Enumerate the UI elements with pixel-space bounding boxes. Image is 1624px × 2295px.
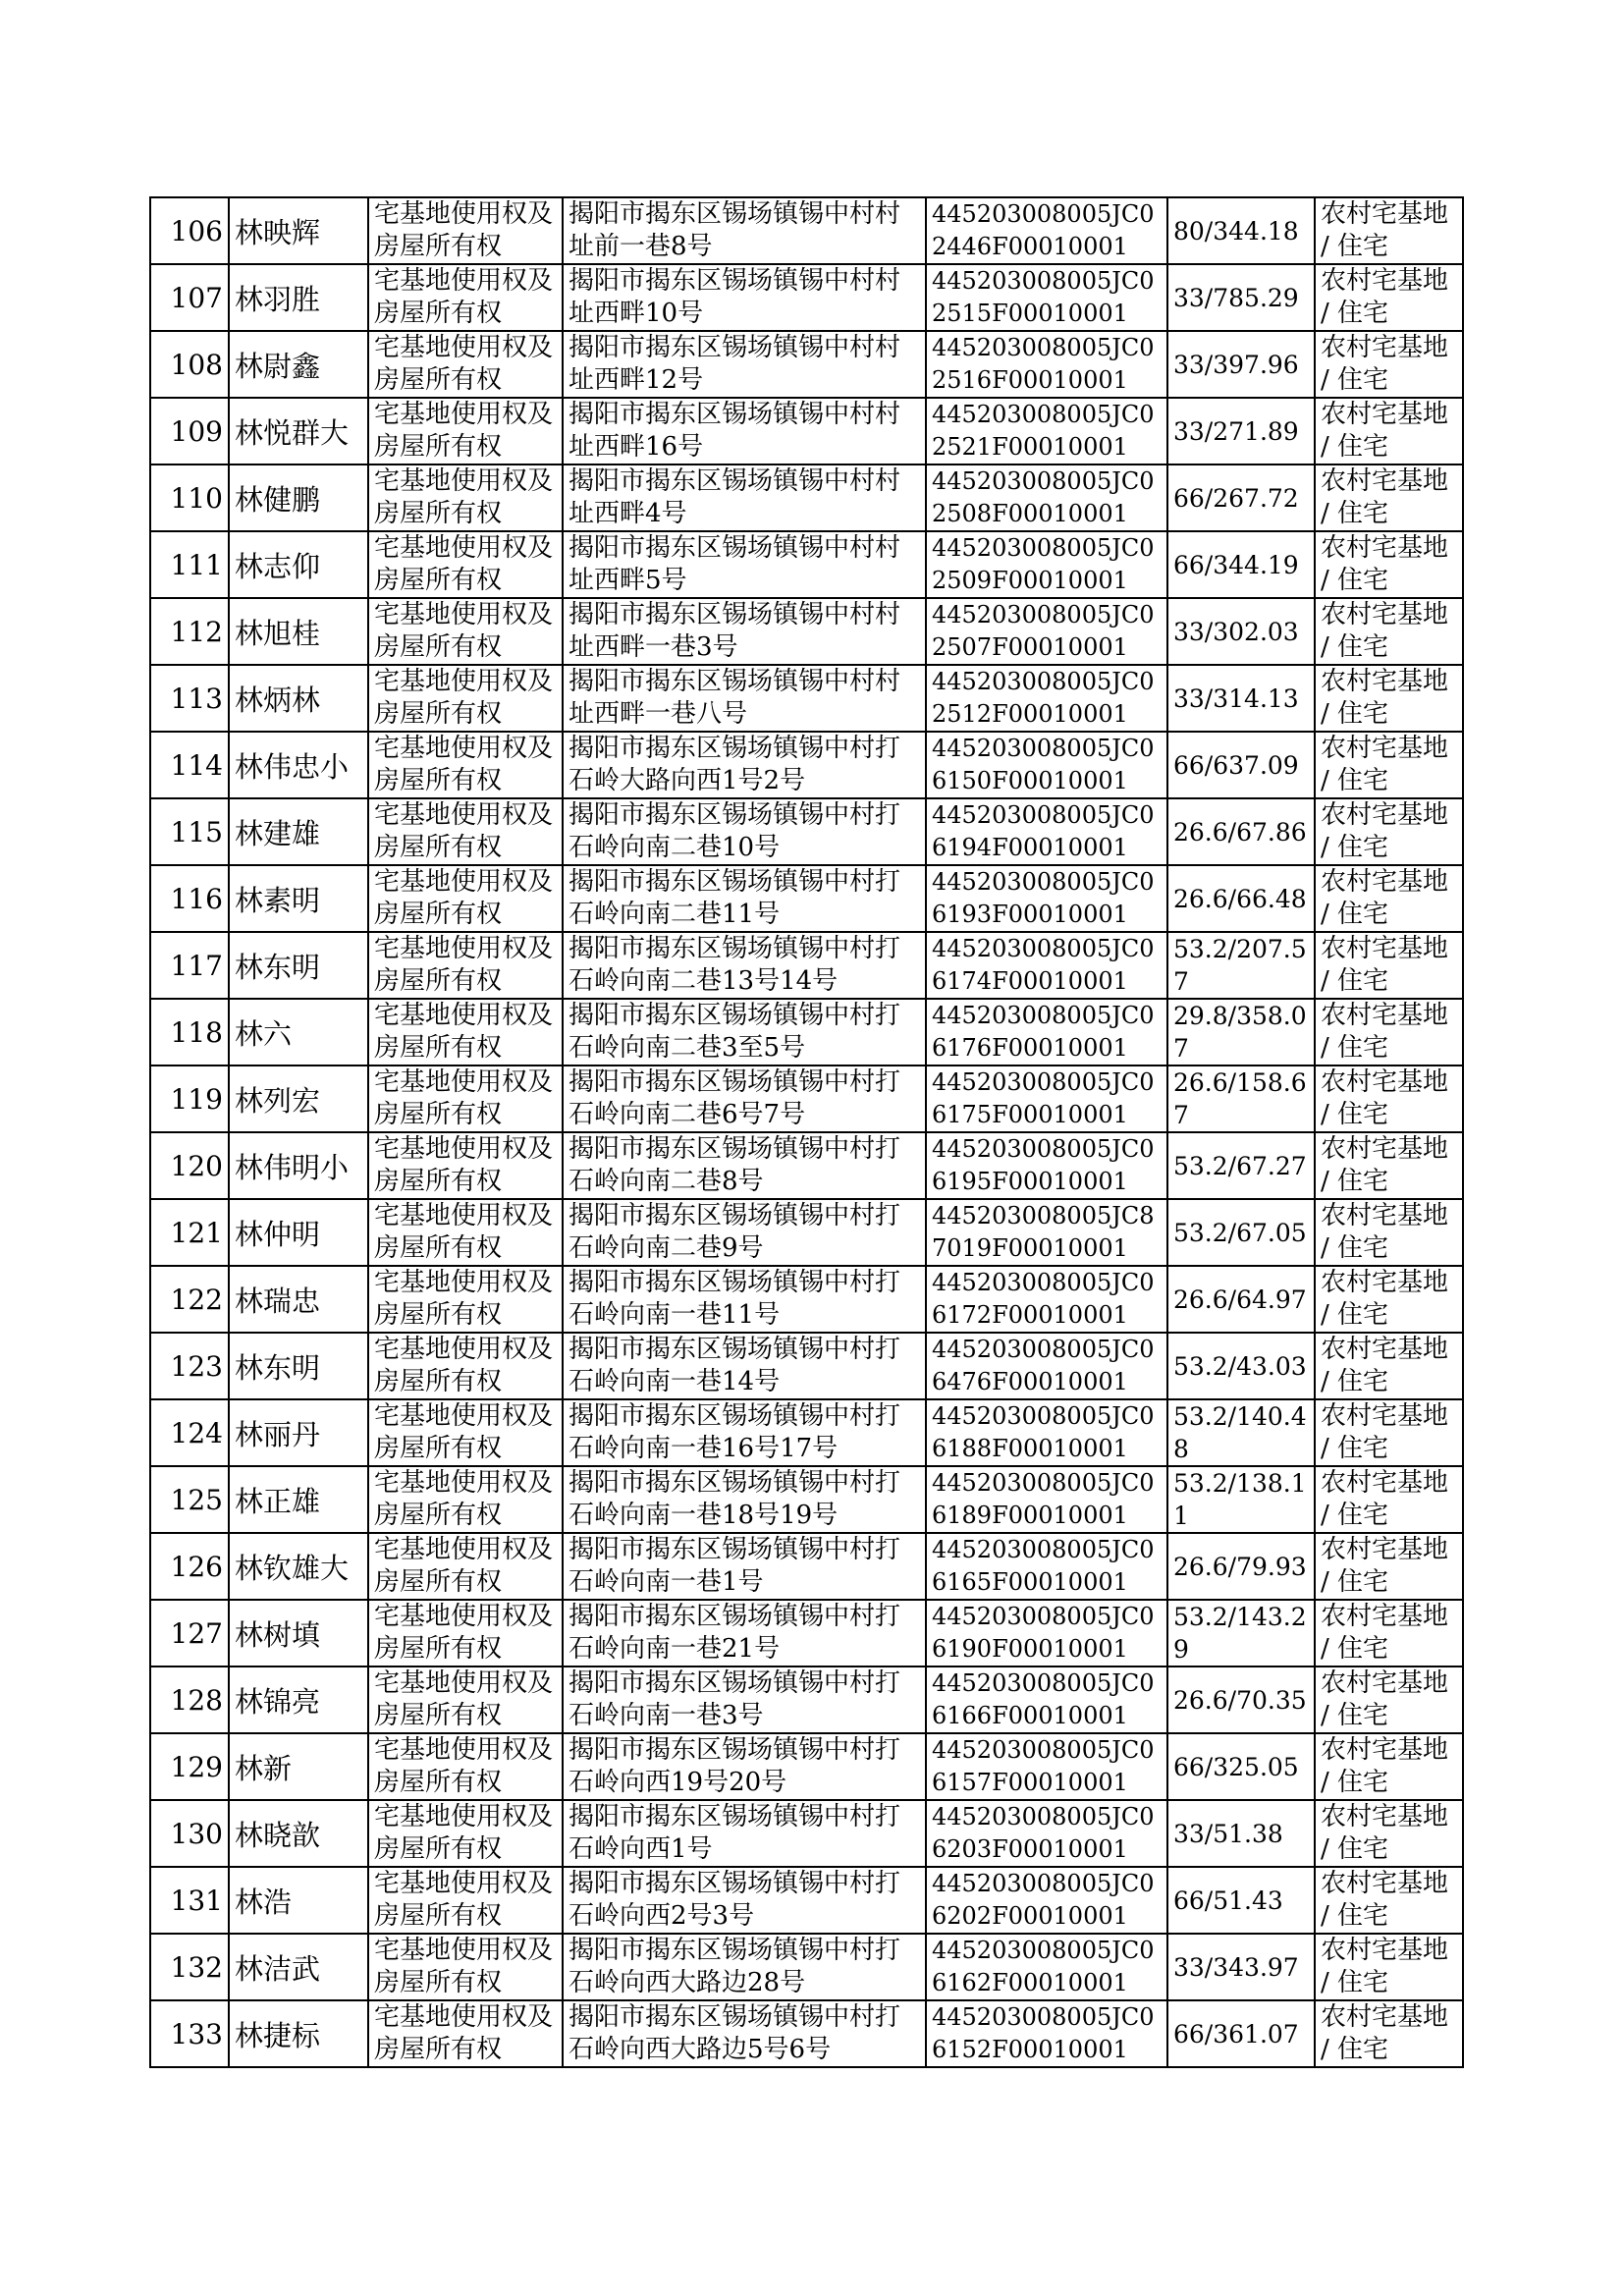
row-number-cell: 120 (150, 1132, 229, 1199)
unit-code-cell: 445203008005JC06150F00010001 (926, 732, 1167, 798)
property-address-cell: 揭阳市揭东区锡场镇锡中村打石岭向西大路边5号6号 (563, 2000, 926, 2067)
unit-code-cell: 445203008005JC06152F00010001 (926, 2000, 1167, 2067)
property-address-cell: 揭阳市揭东区锡场镇锡中村打石岭向南一巷14号 (563, 1333, 926, 1399)
property-address-cell: 揭阳市揭东区锡场镇锡中村村址西畔12号 (563, 331, 926, 398)
table-row (150, 1934, 1463, 2000)
row-number-cell: 122 (150, 1266, 229, 1333)
property-address-cell: 揭阳市揭东区锡场镇锡中村村址西畔5号 (563, 531, 926, 598)
land-use-cell: 农村宅基地 / 住宅 (1315, 598, 1463, 665)
area-value-cell: 33/271.89 (1167, 398, 1315, 464)
land-use-cell: 农村宅基地 / 住宅 (1315, 197, 1463, 264)
unit-code-cell: 445203008005JC02509F00010001 (926, 531, 1167, 598)
unit-code-cell: 445203008005JC06175F00010001 (926, 1066, 1167, 1132)
row-number-cell: 107 (150, 264, 229, 331)
land-use-cell: 农村宅基地 / 住宅 (1315, 999, 1463, 1066)
row-number-cell: 114 (150, 732, 229, 798)
owner-name-cell: 林六 (229, 999, 368, 1066)
row-number-cell: 123 (150, 1333, 229, 1399)
unit-code-cell: 445203008005JC06193F00010001 (926, 865, 1167, 932)
area-value-cell: 66/325.05 (1167, 1733, 1315, 1800)
right-type-cell: 宅基地使用权及房屋所有权 (368, 1266, 563, 1333)
right-type-cell: 宅基地使用权及房屋所有权 (368, 1199, 563, 1266)
owner-name-cell: 林伟忠小 (229, 732, 368, 798)
right-type-cell: 宅基地使用权及房屋所有权 (368, 798, 563, 865)
owner-name-cell: 林映辉 (229, 197, 368, 264)
table-row (150, 1266, 1463, 1333)
unit-code-cell: 445203008005JC06190F00010001 (926, 1600, 1167, 1667)
owner-name-cell: 林羽胜 (229, 264, 368, 331)
area-value-cell: 66/637.09 (1167, 732, 1315, 798)
right-type-cell: 宅基地使用权及房屋所有权 (368, 1667, 563, 1733)
area-value-cell: 26.6/158.67 (1167, 1066, 1315, 1132)
area-value-cell: 66/361.07 (1167, 2000, 1315, 2067)
table-row (150, 1800, 1463, 1867)
unit-code-cell: 445203008005JC06172F00010001 (926, 1266, 1167, 1333)
property-address-cell: 揭阳市揭东区锡场镇锡中村打石岭向西1号 (563, 1800, 926, 1867)
owner-name-cell: 林捷标 (229, 2000, 368, 2067)
land-use-cell: 农村宅基地 / 住宅 (1315, 1066, 1463, 1132)
land-use-cell: 农村宅基地 / 住宅 (1315, 1533, 1463, 1600)
right-type-cell: 宅基地使用权及房屋所有权 (368, 1533, 563, 1600)
owner-name-cell: 林丽丹 (229, 1399, 368, 1466)
unit-code-cell: 445203008005JC06195F00010001 (926, 1132, 1167, 1199)
area-value-cell: 26.6/79.93 (1167, 1533, 1315, 1600)
area-value-cell: 53.2/140.48 (1167, 1399, 1315, 1466)
table-row (150, 1667, 1463, 1733)
table-row (150, 2000, 1463, 2067)
table-row (150, 732, 1463, 798)
right-type-cell: 宅基地使用权及房屋所有权 (368, 1466, 563, 1533)
row-number-cell: 112 (150, 598, 229, 665)
land-use-cell: 农村宅基地 / 住宅 (1315, 264, 1463, 331)
land-use-cell: 农村宅基地 / 住宅 (1315, 331, 1463, 398)
table-row (150, 197, 1463, 264)
right-type-cell: 宅基地使用权及房屋所有权 (368, 1934, 563, 2000)
registry-table (149, 196, 1464, 2068)
unit-code-cell: 445203008005JC06176F00010001 (926, 999, 1167, 1066)
table-row (150, 598, 1463, 665)
right-type-cell: 宅基地使用权及房屋所有权 (368, 598, 563, 665)
land-use-cell: 农村宅基地 / 住宅 (1315, 464, 1463, 531)
row-number-cell: 124 (150, 1399, 229, 1466)
property-address-cell: 揭阳市揭东区锡场镇锡中村打石岭向南一巷3号 (563, 1667, 926, 1733)
area-value-cell: 26.6/67.86 (1167, 798, 1315, 865)
area-value-cell: 53.2/67.05 (1167, 1199, 1315, 1266)
unit-code-cell: 445203008005JC06476F00010001 (926, 1333, 1167, 1399)
property-address-cell: 揭阳市揭东区锡场镇锡中村村址西畔4号 (563, 464, 926, 531)
land-use-cell: 农村宅基地 / 住宅 (1315, 1667, 1463, 1733)
unit-code-cell: 445203008005JC02512F00010001 (926, 665, 1167, 732)
right-type-cell: 宅基地使用权及房屋所有权 (368, 1600, 563, 1667)
table-row (150, 264, 1463, 331)
table-row (150, 464, 1463, 531)
unit-code-cell: 445203008005JC02515F00010001 (926, 264, 1167, 331)
row-number-cell: 118 (150, 999, 229, 1066)
row-number-cell: 132 (150, 1934, 229, 2000)
owner-name-cell: 林伟明小 (229, 1132, 368, 1199)
unit-code-cell: 445203008005JC06203F00010001 (926, 1800, 1167, 1867)
land-use-cell: 农村宅基地 / 住宅 (1315, 732, 1463, 798)
property-address-cell: 揭阳市揭东区锡场镇锡中村村址西畔一巷3号 (563, 598, 926, 665)
row-number-cell: 108 (150, 331, 229, 398)
table-row (150, 932, 1463, 999)
unit-code-cell: 445203008005JC87019F00010001 (926, 1199, 1167, 1266)
property-address-cell: 揭阳市揭东区锡场镇锡中村打石岭向西大路边28号 (563, 1934, 926, 2000)
owner-name-cell: 林晓歆 (229, 1800, 368, 1867)
row-number-cell: 109 (150, 398, 229, 464)
property-address-cell: 揭阳市揭东区锡场镇锡中村村址西畔10号 (563, 264, 926, 331)
right-type-cell: 宅基地使用权及房屋所有权 (368, 999, 563, 1066)
area-value-cell: 33/397.96 (1167, 331, 1315, 398)
table-row (150, 665, 1463, 732)
area-value-cell: 80/344.18 (1167, 197, 1315, 264)
row-number-cell: 128 (150, 1667, 229, 1733)
right-type-cell: 宅基地使用权及房屋所有权 (368, 665, 563, 732)
unit-code-cell: 445203008005JC06188F00010001 (926, 1399, 1167, 1466)
right-type-cell: 宅基地使用权及房屋所有权 (368, 1066, 563, 1132)
unit-code-cell: 445203008005JC06162F00010001 (926, 1934, 1167, 2000)
area-value-cell: 53.2/43.03 (1167, 1333, 1315, 1399)
property-address-cell: 揭阳市揭东区锡场镇锡中村打石岭向南二巷8号 (563, 1132, 926, 1199)
owner-name-cell: 林列宏 (229, 1066, 368, 1132)
table-row (150, 1066, 1463, 1132)
right-type-cell: 宅基地使用权及房屋所有权 (368, 2000, 563, 2067)
owner-name-cell: 林炳林 (229, 665, 368, 732)
area-value-cell: 53.2/207.57 (1167, 932, 1315, 999)
unit-code-cell: 445203008005JC06189F00010001 (926, 1466, 1167, 1533)
owner-name-cell: 林浩 (229, 1867, 368, 1934)
property-address-cell: 揭阳市揭东区锡场镇锡中村打石岭向南一巷18号19号 (563, 1466, 926, 1533)
area-value-cell: 33/51.38 (1167, 1800, 1315, 1867)
property-address-cell: 揭阳市揭东区锡场镇锡中村村址西畔16号 (563, 398, 926, 464)
unit-code-cell: 445203008005JC06174F00010001 (926, 932, 1167, 999)
area-value-cell: 26.6/66.48 (1167, 865, 1315, 932)
land-use-cell: 农村宅基地 / 住宅 (1315, 1600, 1463, 1667)
land-use-cell: 农村宅基地 / 住宅 (1315, 1399, 1463, 1466)
table-row (150, 398, 1463, 464)
row-number-cell: 119 (150, 1066, 229, 1132)
unit-code-cell: 445203008005JC06202F00010001 (926, 1867, 1167, 1934)
area-value-cell: 33/343.97 (1167, 1934, 1315, 2000)
land-use-cell: 农村宅基地 / 住宅 (1315, 1199, 1463, 1266)
owner-name-cell: 林锦亮 (229, 1667, 368, 1733)
land-use-cell: 农村宅基地 / 住宅 (1315, 1800, 1463, 1867)
owner-name-cell: 林素明 (229, 865, 368, 932)
table-row (150, 1600, 1463, 1667)
right-type-cell: 宅基地使用权及房屋所有权 (368, 1399, 563, 1466)
land-use-cell: 农村宅基地 / 住宅 (1315, 665, 1463, 732)
right-type-cell: 宅基地使用权及房屋所有权 (368, 264, 563, 331)
area-value-cell: 66/51.43 (1167, 1867, 1315, 1934)
row-number-cell: 111 (150, 531, 229, 598)
table-row (150, 1466, 1463, 1533)
area-value-cell: 66/267.72 (1167, 464, 1315, 531)
owner-name-cell: 林钦雄大 (229, 1533, 368, 1600)
owner-name-cell: 林志仰 (229, 531, 368, 598)
right-type-cell: 宅基地使用权及房屋所有权 (368, 1733, 563, 1800)
owner-name-cell: 林建雄 (229, 798, 368, 865)
owner-name-cell: 林瑞忠 (229, 1266, 368, 1333)
unit-code-cell: 445203008005JC06165F00010001 (926, 1533, 1167, 1600)
right-type-cell: 宅基地使用权及房屋所有权 (368, 732, 563, 798)
row-number-cell: 131 (150, 1867, 229, 1934)
right-type-cell: 宅基地使用权及房屋所有权 (368, 1867, 563, 1934)
unit-code-cell: 445203008005JC06157F00010001 (926, 1733, 1167, 1800)
row-number-cell: 126 (150, 1533, 229, 1600)
table-row (150, 1132, 1463, 1199)
row-number-cell: 125 (150, 1466, 229, 1533)
property-address-cell: 揭阳市揭东区锡场镇锡中村打石岭大路向西1号2号 (563, 732, 926, 798)
right-type-cell: 宅基地使用权及房屋所有权 (368, 932, 563, 999)
registry-table-body (150, 197, 1463, 2067)
right-type-cell: 宅基地使用权及房屋所有权 (368, 531, 563, 598)
property-address-cell: 揭阳市揭东区锡场镇锡中村打石岭向南二巷11号 (563, 865, 926, 932)
row-number-cell: 133 (150, 2000, 229, 2067)
table-row (150, 999, 1463, 1066)
unit-code-cell: 445203008005JC02507F00010001 (926, 598, 1167, 665)
area-value-cell: 26.6/70.35 (1167, 1667, 1315, 1733)
unit-code-cell: 445203008005JC02521F00010001 (926, 398, 1167, 464)
owner-name-cell: 林旭桂 (229, 598, 368, 665)
property-address-cell: 揭阳市揭东区锡场镇锡中村村址西畔一巷八号 (563, 665, 926, 732)
row-number-cell: 130 (150, 1800, 229, 1867)
property-address-cell: 揭阳市揭东区锡场镇锡中村打石岭向南一巷21号 (563, 1600, 926, 1667)
land-use-cell: 农村宅基地 / 住宅 (1315, 1934, 1463, 2000)
right-type-cell: 宅基地使用权及房屋所有权 (368, 865, 563, 932)
table-row (150, 798, 1463, 865)
owner-name-cell: 林树填 (229, 1600, 368, 1667)
property-address-cell: 揭阳市揭东区锡场镇锡中村打石岭向西2号3号 (563, 1867, 926, 1934)
unit-code-cell: 445203008005JC06166F00010001 (926, 1667, 1167, 1733)
row-number-cell: 129 (150, 1733, 229, 1800)
owner-name-cell: 林正雄 (229, 1466, 368, 1533)
area-value-cell: 53.2/138.11 (1167, 1466, 1315, 1533)
land-use-cell: 农村宅基地 / 住宅 (1315, 531, 1463, 598)
row-number-cell: 106 (150, 197, 229, 264)
property-address-cell: 揭阳市揭东区锡场镇锡中村打石岭向南二巷10号 (563, 798, 926, 865)
property-address-cell: 揭阳市揭东区锡场镇锡中村打石岭向南一巷1号 (563, 1533, 926, 1600)
row-number-cell: 117 (150, 932, 229, 999)
land-use-cell: 农村宅基地 / 住宅 (1315, 1733, 1463, 1800)
land-use-cell: 农村宅基地 / 住宅 (1315, 1132, 1463, 1199)
owner-name-cell: 林东明 (229, 1333, 368, 1399)
land-use-cell: 农村宅基地 / 住宅 (1315, 398, 1463, 464)
area-value-cell: 29.8/358.07 (1167, 999, 1315, 1066)
property-address-cell: 揭阳市揭东区锡场镇锡中村打石岭向南一巷16号17号 (563, 1399, 926, 1466)
table-row (150, 865, 1463, 932)
table-row (150, 1199, 1463, 1266)
table-row (150, 1733, 1463, 1800)
row-number-cell: 121 (150, 1199, 229, 1266)
right-type-cell: 宅基地使用权及房屋所有权 (368, 1132, 563, 1199)
property-address-cell: 揭阳市揭东区锡场镇锡中村打石岭向南二巷3至5号 (563, 999, 926, 1066)
table-row (150, 1533, 1463, 1600)
owner-name-cell: 林新 (229, 1733, 368, 1800)
unit-code-cell: 445203008005JC02446F00010001 (926, 197, 1167, 264)
table-row (150, 1867, 1463, 1934)
owner-name-cell: 林健鹏 (229, 464, 368, 531)
area-value-cell: 33/302.03 (1167, 598, 1315, 665)
land-use-cell: 农村宅基地 / 住宅 (1315, 932, 1463, 999)
right-type-cell: 宅基地使用权及房屋所有权 (368, 1333, 563, 1399)
row-number-cell: 116 (150, 865, 229, 932)
land-use-cell: 农村宅基地 / 住宅 (1315, 1266, 1463, 1333)
owner-name-cell: 林仲明 (229, 1199, 368, 1266)
land-use-cell: 农村宅基地 / 住宅 (1315, 798, 1463, 865)
area-value-cell: 53.2/67.27 (1167, 1132, 1315, 1199)
property-address-cell: 揭阳市揭东区锡场镇锡中村打石岭向西19号20号 (563, 1733, 926, 1800)
area-value-cell: 26.6/64.97 (1167, 1266, 1315, 1333)
table-row (150, 331, 1463, 398)
table-row (150, 1333, 1463, 1399)
owner-name-cell: 林尉鑫 (229, 331, 368, 398)
table-row (150, 531, 1463, 598)
land-use-cell: 农村宅基地 / 住宅 (1315, 1333, 1463, 1399)
right-type-cell: 宅基地使用权及房屋所有权 (368, 398, 563, 464)
area-value-cell: 33/314.13 (1167, 665, 1315, 732)
right-type-cell: 宅基地使用权及房屋所有权 (368, 1800, 563, 1867)
property-address-cell: 揭阳市揭东区锡场镇锡中村打石岭向南二巷9号 (563, 1199, 926, 1266)
land-use-cell: 农村宅基地 / 住宅 (1315, 1466, 1463, 1533)
property-address-cell: 揭阳市揭东区锡场镇锡中村打石岭向南二巷13号14号 (563, 932, 926, 999)
property-address-cell: 揭阳市揭东区锡场镇锡中村村址前一巷8号 (563, 197, 926, 264)
area-value-cell: 53.2/143.29 (1167, 1600, 1315, 1667)
property-address-cell: 揭阳市揭东区锡场镇锡中村打石岭向南一巷11号 (563, 1266, 926, 1333)
right-type-cell: 宅基地使用权及房屋所有权 (368, 464, 563, 531)
row-number-cell: 127 (150, 1600, 229, 1667)
land-use-cell: 农村宅基地 / 住宅 (1315, 865, 1463, 932)
right-type-cell: 宅基地使用权及房屋所有权 (368, 331, 563, 398)
property-address-cell: 揭阳市揭东区锡场镇锡中村打石岭向南二巷6号7号 (563, 1066, 926, 1132)
owner-name-cell: 林悦群大 (229, 398, 368, 464)
land-use-cell: 农村宅基地 / 住宅 (1315, 2000, 1463, 2067)
unit-code-cell: 445203008005JC06194F00010001 (926, 798, 1167, 865)
table-row (150, 1399, 1463, 1466)
area-value-cell: 33/785.29 (1167, 264, 1315, 331)
unit-code-cell: 445203008005JC02516F00010001 (926, 331, 1167, 398)
unit-code-cell: 445203008005JC02508F00010001 (926, 464, 1167, 531)
right-type-cell: 宅基地使用权及房屋所有权 (368, 197, 563, 264)
area-value-cell: 66/344.19 (1167, 531, 1315, 598)
land-use-cell: 农村宅基地 / 住宅 (1315, 1867, 1463, 1934)
owner-name-cell: 林东明 (229, 932, 368, 999)
row-number-cell: 115 (150, 798, 229, 865)
row-number-cell: 110 (150, 464, 229, 531)
row-number-cell: 113 (150, 665, 229, 732)
owner-name-cell: 林洁武 (229, 1934, 368, 2000)
